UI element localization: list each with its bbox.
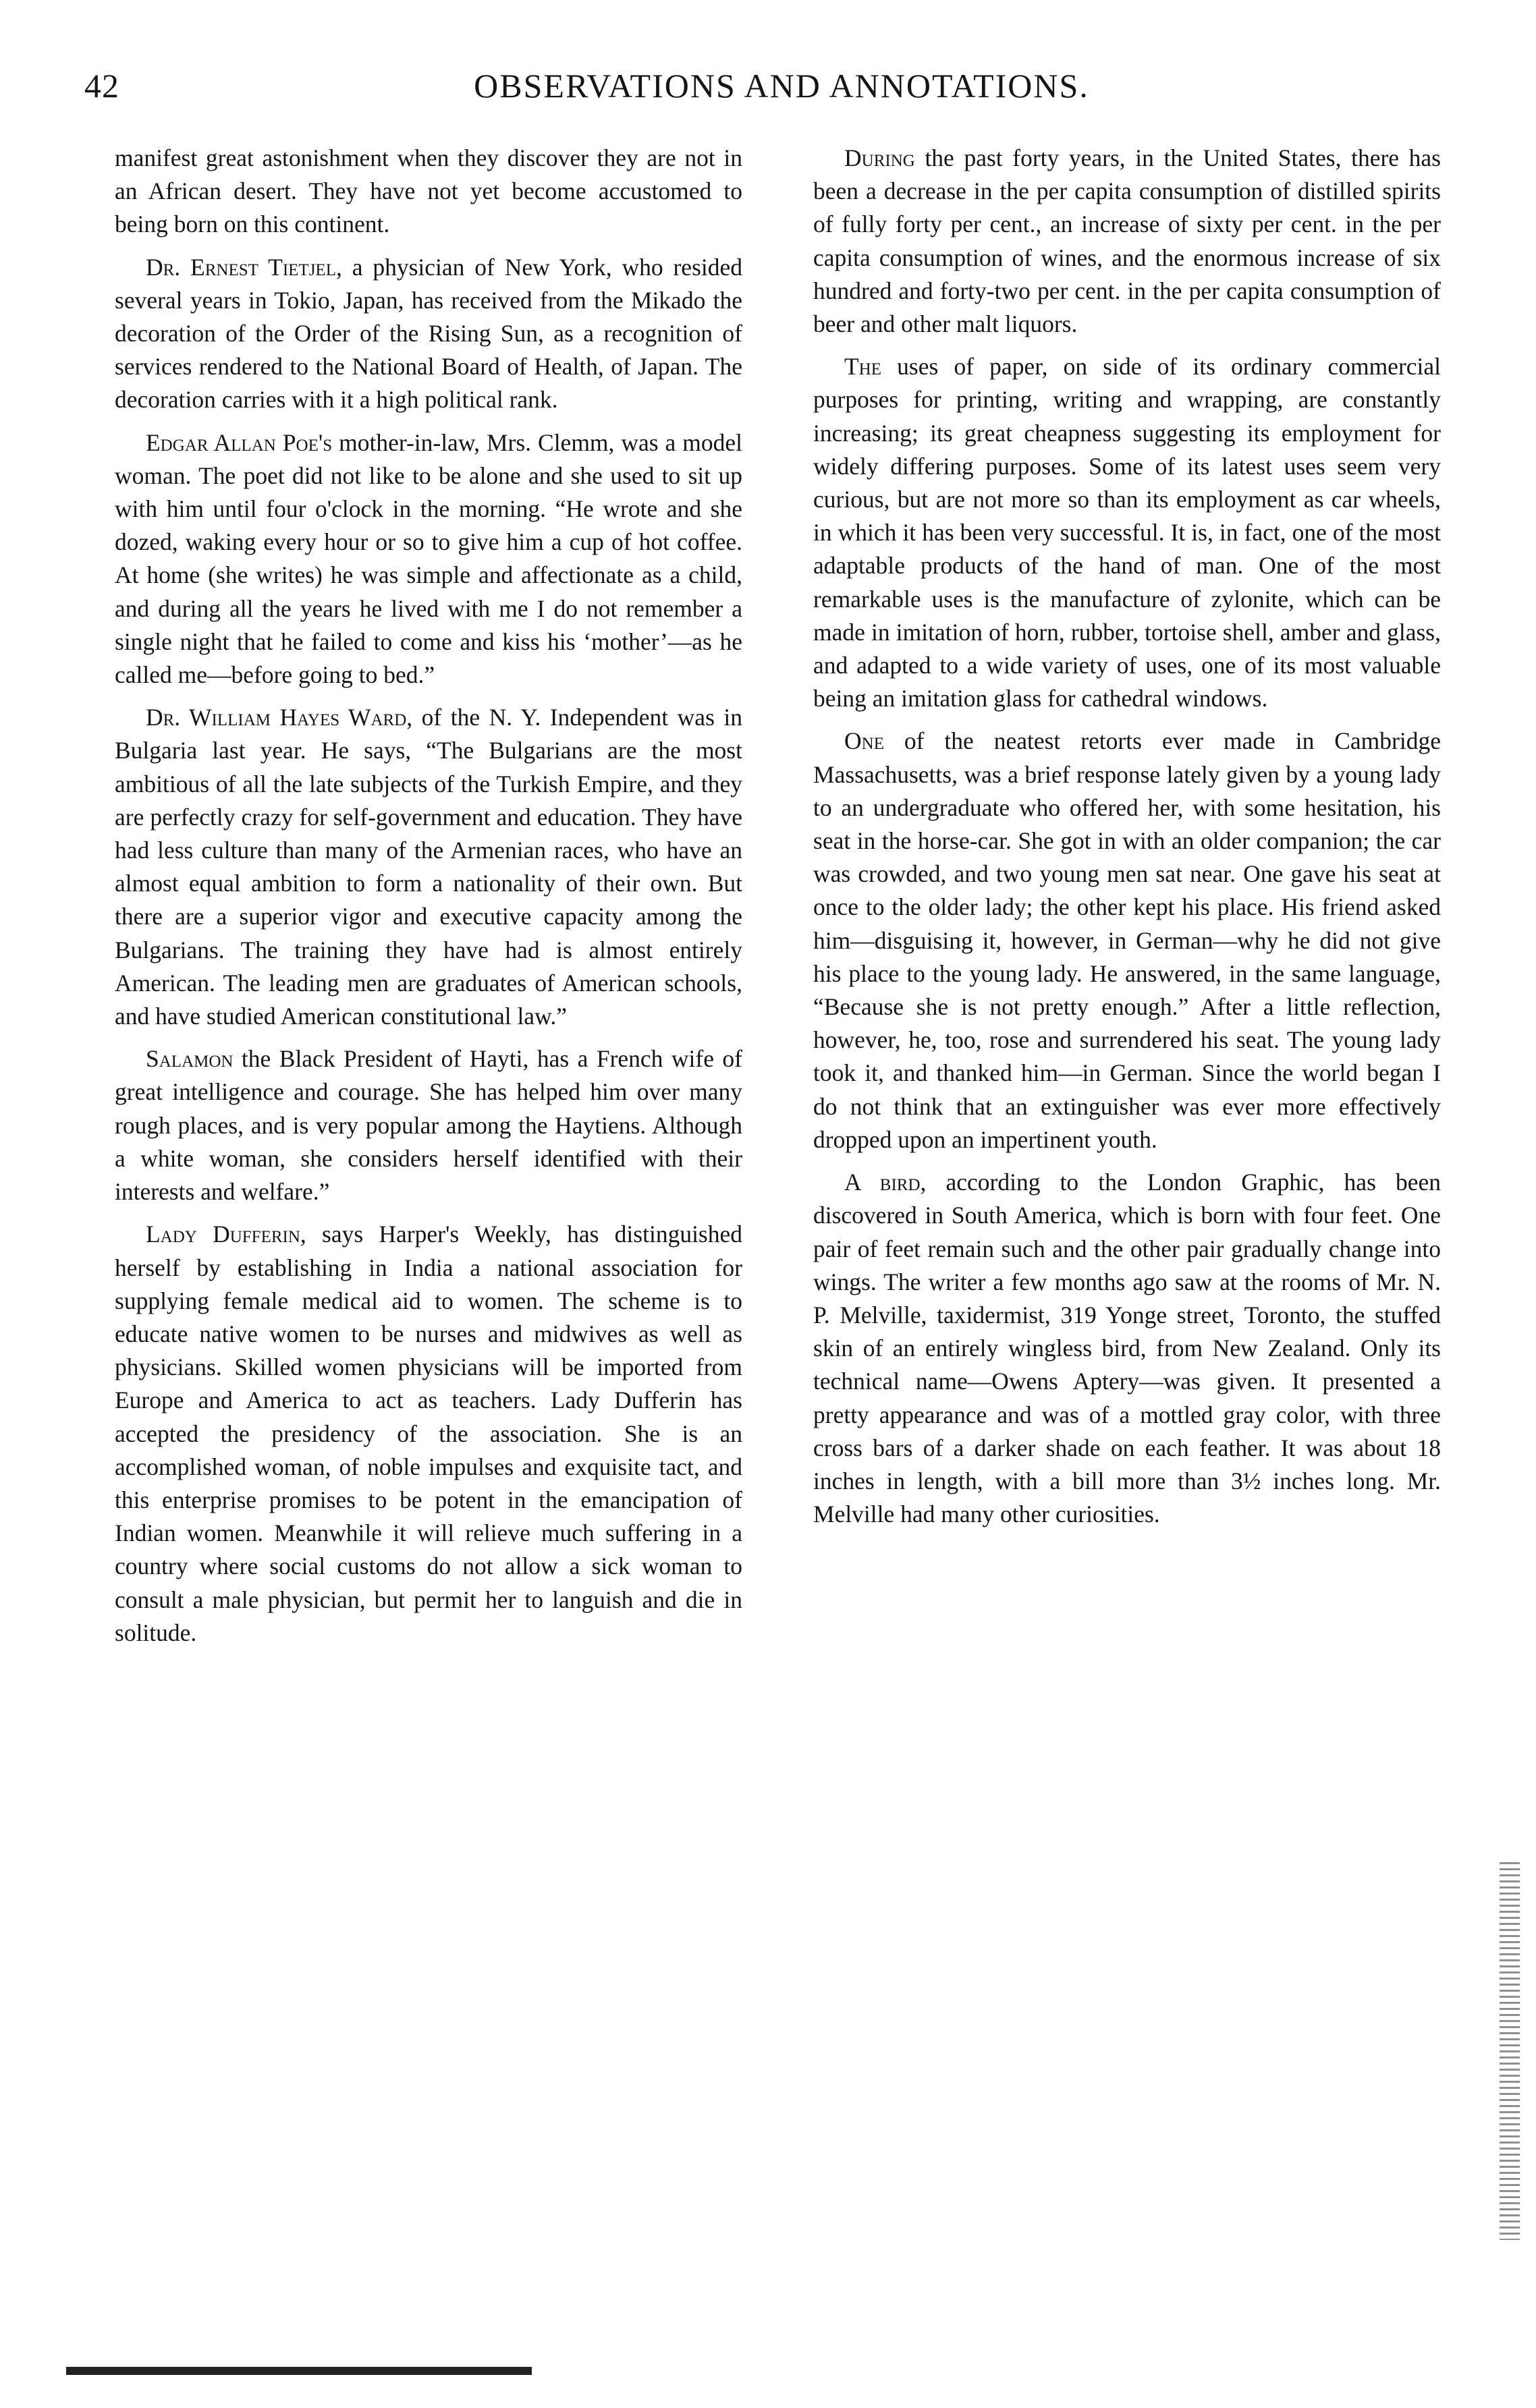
paragraph (813, 1166, 1441, 1531)
paragraph-text: says Harper's Weekly, has distinguished herself by establishing in India a national association for supplying female medical aid to women. The scheme is to educate native women to be nurses and midwives as well as physicians. Skilled women physicians will be imported from Europe and America to act as teachers. Lady Dufferin has accepted the presidency of the association. She is an accomplished woman, of noble impulses and exquisite tact, and this enterprise promises to be potent in the emancipation of Indian women. Meanwhile it will relieve much suffering in a country where social customs do not allow a sick woman to consult a male physician, but permit her to languish and die in solitude. (115, 1221, 743, 1646)
paragraph (813, 350, 1441, 715)
paragraph-lead: Lady Dufferin, (146, 1221, 306, 1248)
paragraph (115, 1042, 742, 1208)
paragraph-lead: Salamon (146, 1045, 234, 1073)
paragraph-text: of the N. Y. Independent was in Bulgaria last year. He says, “The Bulgarians are the most ambitious of all the late subjects of the Turkish Empire, and they are perfectly crazy for self-government and education. They have had less culture than many of the Armenian races, who have an almost equal ambition to form a nationality of their own. But there are a superior vigor and executive capacity among the Bulgarians. The training they have had is almost entirely American. The leading men are graduates of American schools, and have studied American constitutional law.” (115, 704, 742, 1030)
right-column (813, 142, 1441, 1540)
bottom-rule (66, 2367, 532, 2375)
left-column (115, 142, 742, 1659)
paragraph (813, 725, 1441, 1156)
paragraph-lead: Edgar Allan Poe's (146, 428, 333, 456)
scan-edge-artifact (1500, 1862, 1520, 2240)
page-number: 42 (84, 67, 119, 105)
paragraph (115, 251, 742, 417)
paragraph (115, 1218, 742, 1650)
paragraph-text: a physician of New York, who resided several years in Tokio, Japan, has received from the Mikado the decoration of the Order of the Rising Sun, as a recognition of services rendered to the National Board of Health, of Japan. The decoration carries with it a high political rank. (115, 253, 742, 414)
paragraph (115, 701, 742, 1033)
paragraph-text: of the neatest retorts ever made in Cambridge Massachusetts, was a brief response lately given by a young lady to an undergraduate who offered her, with some hesitation, his seat in the horse-car. She got in with an older companion; the car was crowded, and two young men sat near. One gave his seat at once to the older lady; the other kept his place. His friend asked him—disguising it, however, in German—why he did not give his place to the young lady. He answered, in the same language, “Because she is not pretty enough.” After a little reflection, however, he, too, rose and surrendered his seat. The young lady took it, and thanked him—in German. Since the world began I do not think that an extinguisher was ever more effectively dropped upon an impertinent youth. (813, 727, 1441, 1153)
page-header (0, 0, 1536, 155)
paragraph-lead: Dr. Ernest Tietjel, (146, 253, 342, 281)
paragraph (813, 142, 1441, 341)
paragraph-text: according to the London Graphic, has been discovered in South America, which is born with four feet. One pair of feet remain such and the other pair gradually change into wings. The writer a few months ago saw at the rooms of Mr. N. P. Melville, taxidermist, 319 Yonge street, Toronto, the stuffed skin of an entirely wingless bird, from New Zealand. Only its technical name—Owens Aptery—was given. It presented a pretty appearance and was of a mottled gray color, with three cross bars of a darker shade on each feather. It was about 18 inches in length, with a bill more than 3½ inches long. Mr. Melville had many other curiosities. (813, 1169, 1441, 1528)
paragraph (115, 142, 742, 242)
paragraph-lead: One (844, 727, 884, 755)
running-title: OBSERVATIONS AND ANNOTATIONS. (474, 67, 1089, 105)
paragraph-text: the Black President of Hayti, has a French wife of great intelligence and courage. She has helped him over many rough places, and is very popular among the Haytiens. Although a white woman, she considers herself identified with their interests and welfare.” (115, 1045, 742, 1206)
paragraph (115, 426, 742, 692)
paragraph-lead: The (844, 353, 882, 381)
paragraph-lead: Dr. William Hayes Ward, (146, 704, 413, 731)
paragraph-text: mother-in-law, Mrs. Clemm, was a model woman. The poet did not like to be alone and she used to sit up with him until four o'clock in the morning. “He wrote and she dozed, waking every hour or so to give him a cup of hot coffee. At home (she writes) he was simple and affectionate as a child, and during all the years he lived with me I do not remember a single night that he failed to come and kiss his ‘mother’—as he called me—before going to bed.” (115, 428, 742, 689)
paragraph-lead: During (844, 144, 915, 171)
paragraph-text: uses of paper, on side of its ordinary commercial purposes for printing, writing and wrapping, are constantly increasing; its great cheapness suggesting its employment for widely differing purposes. Some of its latest uses seem very curious, but are not more so than its employment as car wheels, in which it has been very successful. It is, in fact, one of the most adaptable products of the hand of man. One of the most remarkable uses is the manufacture of zylonite, which can be made in imitation of horn, rubber, tortoise shell, amber and glass, and adapted to a wide variety of uses, one of its most valuable being an imitation glass for cathedral windows. (813, 353, 1441, 712)
paragraph-lead: A bird, (844, 1169, 927, 1196)
paragraph-text: the past forty years, in the United States, there has been a decrease in the per capita consumption of distilled spirits of fully forty per cent., an increase of sixty per cent. in the per capita consumption of wines, and the enormous increase of six hundred and forty-two per cent. in the per capita consumption of beer and other malt liquors. (813, 144, 1441, 338)
paragraph-text: manifest great astonishment when they discover they are not in an African desert. They have not yet become accustomed to being born on this continent. (115, 144, 742, 238)
